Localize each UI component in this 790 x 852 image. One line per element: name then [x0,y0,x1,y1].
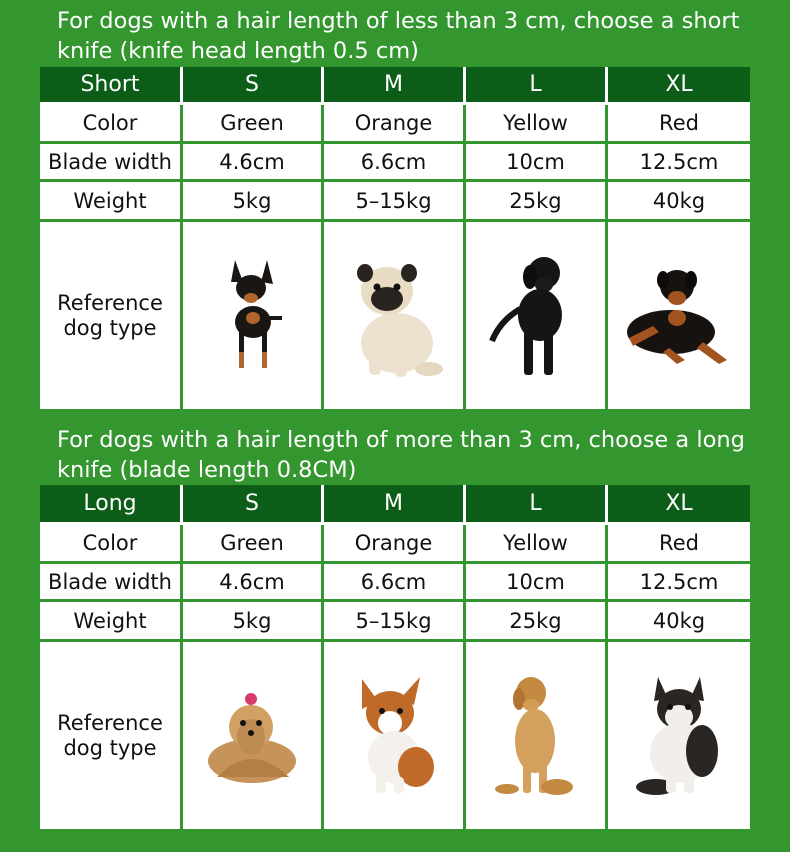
table-cell: Yellow [466,525,608,564]
ref-label-line2: dog type [63,735,157,760]
corgi-icon [344,671,444,801]
dog-image-golden-retriever [466,642,608,829]
short-heading [57,6,777,66]
table-cell: 4.6cm [183,564,324,602]
golden-retriever-icon [491,671,581,801]
table-cell: 4.6cm [183,144,324,182]
dog-image-husky [608,642,750,829]
table-cell: 25kg [466,182,608,222]
dog-image-labrador [466,222,608,409]
miniature-pinscher-icon [207,256,297,376]
yorkshire-terrier-icon [197,681,307,791]
labrador-icon [486,251,586,381]
table-cell: 12.5cm [608,144,750,182]
row-label-weight: Weight [40,182,183,222]
table-cell: Orange [324,525,466,564]
table-cell: Green [183,525,324,564]
table-cell: Orange [324,105,466,144]
ref-label-line2: dog type [63,315,157,340]
long-heading-line1: For dogs with a hair length of more than 3 cm, choose a long [57,427,745,453]
pug-icon [339,251,449,381]
dog-image-pug [324,222,466,409]
row-label-reference-dog-type [40,642,183,829]
dog-image-rottweiler [608,222,750,409]
header-size-s: S [183,485,324,525]
header-short: Short [40,67,183,105]
husky-icon [624,671,734,801]
dog-image-yorkshire-terrier [183,642,324,829]
table-cell: 10cm [466,144,608,182]
table-cell: 5kg [183,602,324,642]
header-long: Long [40,485,183,525]
table-cell: 6.6cm [324,564,466,602]
short-size-table [40,67,750,409]
table-cell: Red [608,105,750,144]
table-cell: 5–15kg [324,602,466,642]
dog-image-miniature-pinscher [183,222,324,409]
table-cell: 40kg [608,602,750,642]
header-size-xl: XL [608,67,750,105]
table-cell: 25kg [466,602,608,642]
header-size-m: M [324,67,466,105]
row-label-reference-dog-type [40,222,183,409]
ref-label-line1: Reference [57,290,163,315]
table-cell: Red [608,525,750,564]
header-size-l: L [466,485,608,525]
rottweiler-icon [619,256,739,376]
table-cell: 6.6cm [324,144,466,182]
table-cell: 10cm [466,564,608,602]
row-label-weight: Weight [40,602,183,642]
header-size-xl: XL [608,485,750,525]
row-label-color: Color [40,525,183,564]
long-size-table [40,485,750,829]
table-cell: 40kg [608,182,750,222]
row-label-color: Color [40,105,183,144]
row-label-blade-width: Blade width [40,564,183,602]
short-heading-line2: knife (knife head length 0.5 cm) [57,38,419,64]
header-size-l: L [466,67,608,105]
long-heading-line2: knife (blade length 0.8CM) [57,457,357,483]
header-size-s: S [183,67,324,105]
table-cell: 12.5cm [608,564,750,602]
header-size-m: M [324,485,466,525]
table-cell: Yellow [466,105,608,144]
table-cell: 5kg [183,182,324,222]
ref-label-line1: Reference [57,710,163,735]
long-heading [57,425,777,485]
row-label-blade-width: Blade width [40,144,183,182]
dog-image-corgi [324,642,466,829]
table-cell: Green [183,105,324,144]
table-cell: 5–15kg [324,182,466,222]
short-heading-line1: For dogs with a hair length of less than 3 cm, choose a short [57,8,740,34]
